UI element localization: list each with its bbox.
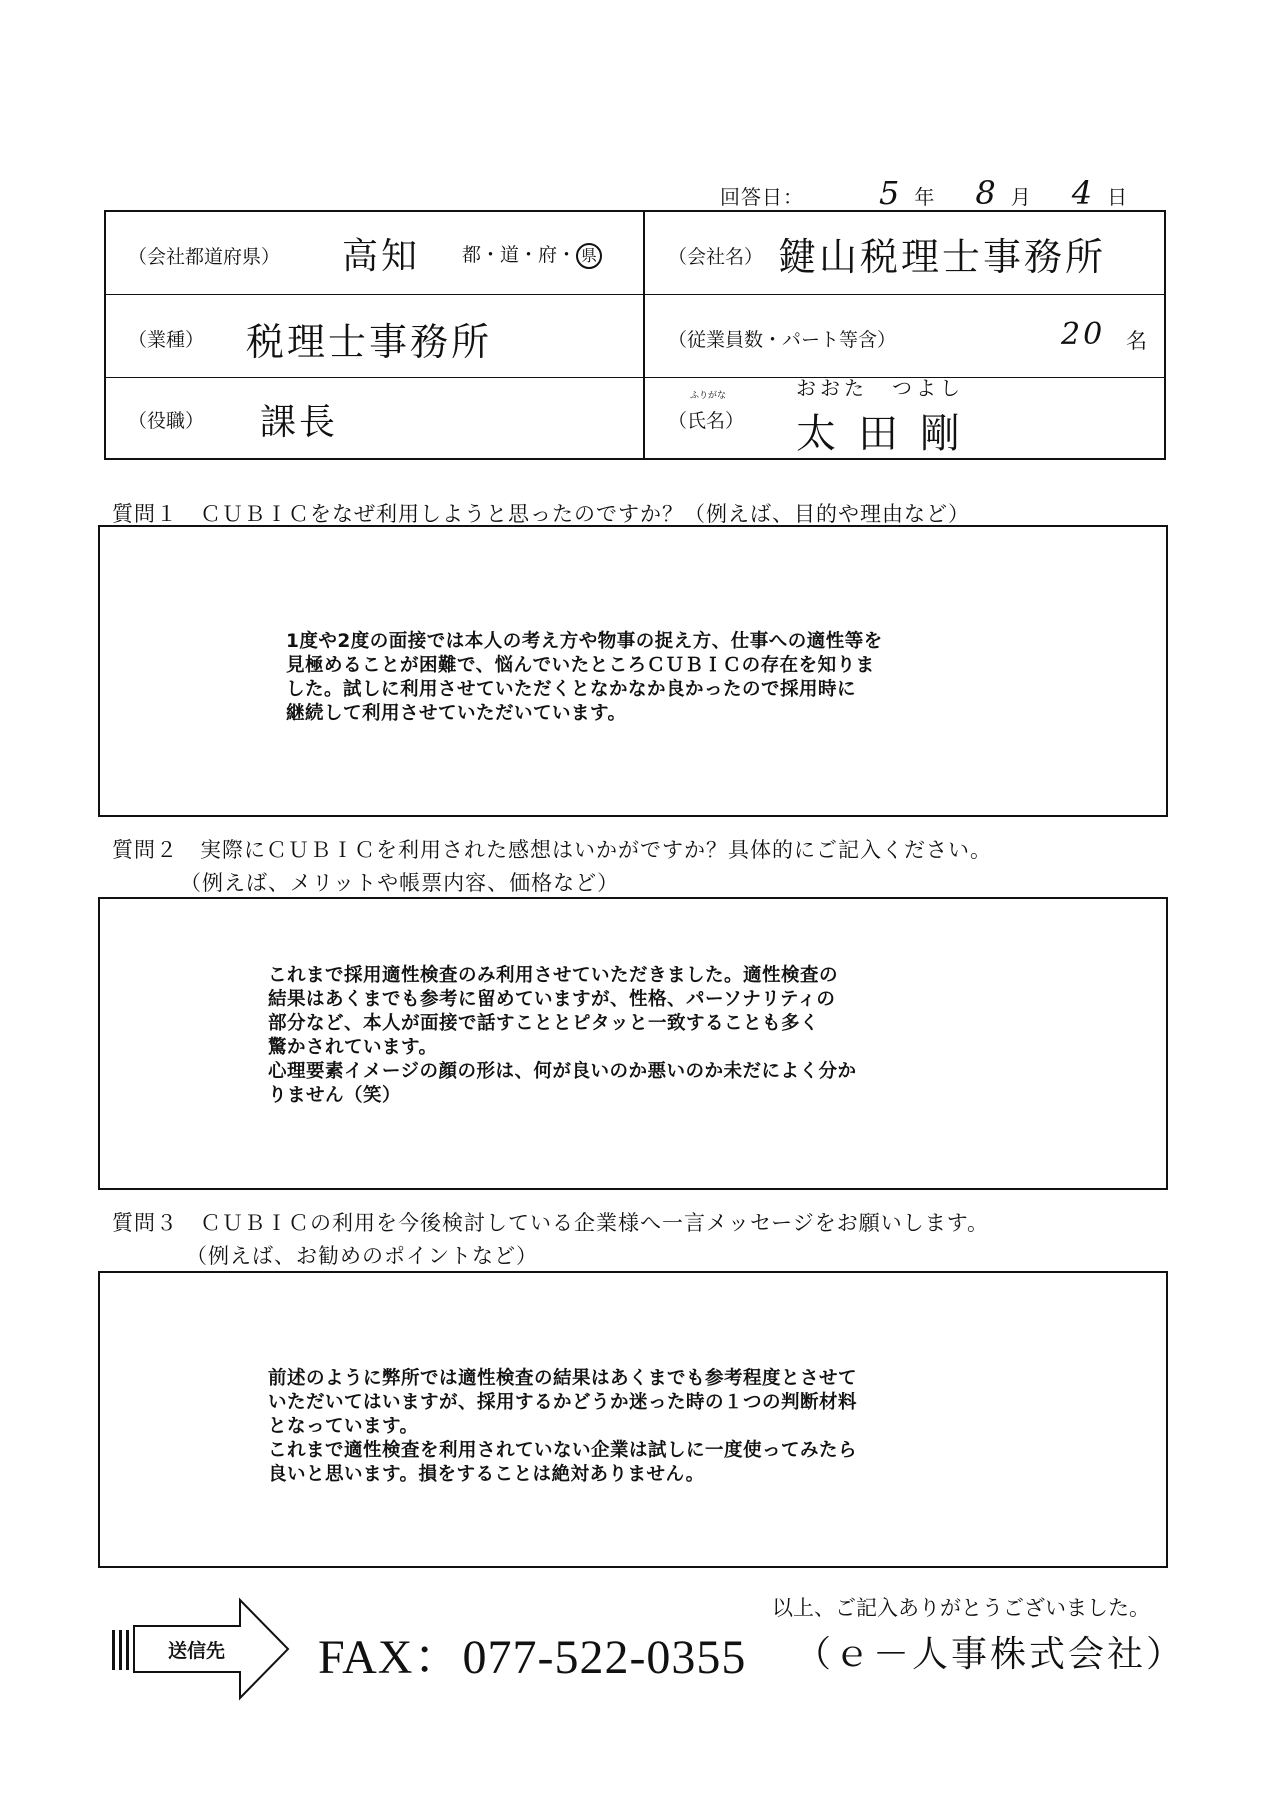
q3-answer: 前述のように弊所では適性検査の結果はあくまでも参考程度とさせて いただいてはいますが、採用するかどうか迷った時の１つの判断材料 となっています。 これまで適性検査を利用されていない企業は試しに一度使ってみたら 良いと思います。損をすることは絶対ありません。 — [268, 1368, 858, 1485]
answer-date-label: 回答日： — [720, 185, 804, 209]
name-furigana: おおた つよし — [796, 376, 964, 400]
answer-date-day-unit: 日 — [1107, 185, 1129, 209]
prefecture-value: 高知 — [342, 236, 421, 277]
q3-subheading: （例えば、お勧めのポイントなど） — [186, 1244, 538, 1268]
fax-number: FAX：077-522-0355 — [318, 1631, 747, 1684]
q2-subheading: （例えば、メリットや帳票内容、価格など） — [180, 871, 620, 895]
prefecture-label: （会社都道府県） — [128, 246, 281, 268]
company-value: 鍵山税理士事務所 — [778, 235, 1107, 279]
info-row-prefecture-company — [106, 212, 1164, 295]
q3-heading: 質問３ ＣＵＢＩＣの利用を今後検討している企業様へ一言メッセージをお願いします。 — [112, 1211, 990, 1235]
employees-unit: 名 — [1126, 329, 1147, 353]
send-to-arrow — [110, 1596, 290, 1702]
name-value: 太田剛 — [796, 411, 982, 457]
name-label: （氏名） — [668, 410, 745, 432]
employees-value: 20 — [1061, 317, 1106, 352]
respondent-info-table — [104, 210, 1166, 460]
industry-label: （業種） — [128, 329, 205, 351]
send-to-label: 送信先 — [168, 1640, 226, 1662]
q2-heading: 質問２ 実際にＣＵＢＩＣを利用された感想はいかがですか？具体的にご記入ください。 — [112, 838, 992, 862]
name-ruby-hint: ふりがな — [690, 391, 727, 401]
answer-date-year-unit: 年 — [914, 185, 936, 209]
fax-company: （ｅ－人事株式会社） — [795, 1634, 1186, 1675]
q2-answer-box — [98, 897, 1168, 1190]
q1-answer: 1度や2度の面接では本人の考え方や物事の捉え方、仕事への適性等を 見極めることが困難で、悩んでいたところＣＵＢＩＣの存在を知りま した。試しに利用させていただくとなかなか良かったので採用時に 継続して利用させていただいています。 — [286, 631, 883, 724]
info-row-industry-employees — [106, 295, 1164, 378]
prefecture-suffix — [462, 240, 602, 269]
answer-date-month-unit: 月 — [1010, 185, 1032, 209]
q1-answer-box — [98, 525, 1168, 817]
prefecture-suffix-options: 都・道・府・ — [462, 244, 577, 266]
prefecture-circled-ken: 県 — [576, 243, 602, 269]
position-value: 課長 — [260, 402, 339, 443]
answer-date — [720, 174, 1128, 212]
answer-date-month: 8 — [975, 174, 997, 212]
q3-answer-box — [98, 1271, 1168, 1568]
answer-date-year: 5 — [879, 174, 901, 212]
closing-thanks: 以上、ご記入ありがとうございました。 — [772, 1596, 1150, 1620]
answer-date-day: 4 — [1071, 174, 1094, 212]
info-row-position-name — [106, 378, 1164, 458]
employees-label: （従業員数・パート等含） — [668, 329, 897, 351]
position-label: （役職） — [128, 410, 205, 432]
q1-heading: 質問１ ＣＵＢＩＣをなぜ利用しようと思ったのですか？（例えば、目的や理由など） — [112, 502, 970, 526]
company-label: （会社名） — [668, 246, 764, 268]
q2-answer: これまで採用適性検査のみ利用させていただきました。適性検査の 結果はあくまでも参考に留めていますが、性格、パーソナリティの 部分など、本人が面接で話すこととピタッと一致することも多く 驚かされています。 心理要素イメージの顔の形は、何が良いのか悪いのか未だによく分か りません（笑） — [268, 965, 857, 1106]
industry-value: 税理士事務所 — [246, 320, 493, 364]
